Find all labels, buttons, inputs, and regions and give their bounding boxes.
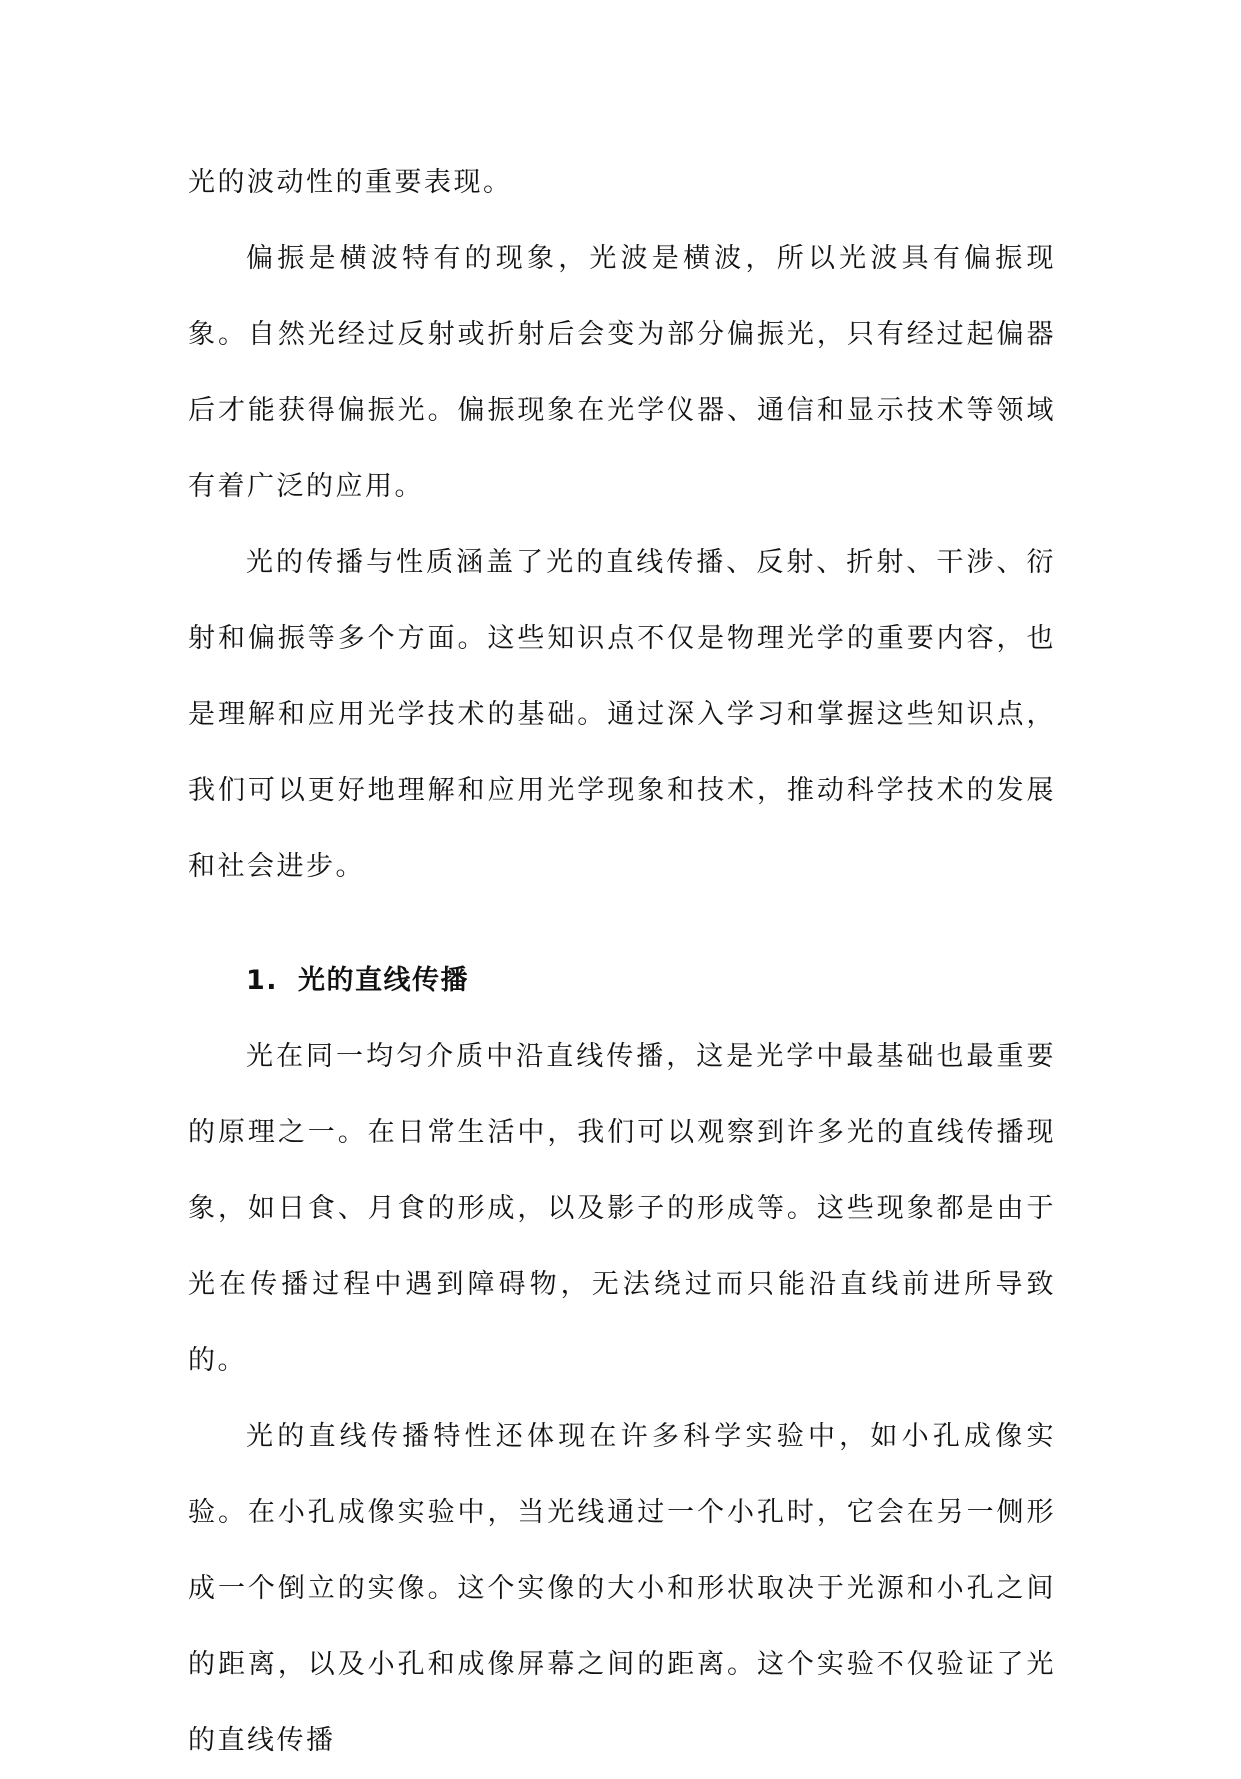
section-spacer [188, 905, 1056, 943]
paragraph-continuation: 光的波动性的重要表现。 [188, 167, 513, 198]
paragraph-polarization: 偏振是横波特有的现象，光波是横波，所以光波具有偏振现象。自然光经过反射或折射后会变为部分偏振光，只有经过起偏器后才能获得偏振光。偏振现象在光学仪器、通信和显示技术等领域有着广泛的应用。 [188, 243, 1056, 502]
section-number: 1. [246, 965, 279, 996]
paragraph-summary: 光的传播与性质涵盖了光的直线传播、反射、折射、干涉、衍射和偏振等多个方面。这些知识点不仅是物理光学的重要内容，也是理解和应用光学技术的基础。通过深入学习和掌握这些知识点，我们可以更好地理解和应用光学现象和技术，推动科学技术的发展和社会进步。 [188, 547, 1056, 882]
paragraph-pinhole-experiment: 光的直线传播特性还体现在许多科学实验中，如小孔成像实验。在小孔成像实验中，当光线通过一个小孔时，它会在另一侧形成一个倒立的实像。这个实像的大小和形状取决于光源和小孔之间的距离，以及小孔和成像屏幕之间的距离。这个实验不仅验证了光的直线传播 [188, 1421, 1056, 1756]
document-body [188, 145, 1056, 1779]
section-title: 光的直线传播 [298, 965, 470, 996]
section-heading [188, 943, 1056, 1019]
paragraph-rectilinear-propagation: 光在同一均匀介质中沿直线传播，这是光学中最基础也最重要的原理之一。在日常生活中，我们可以观察到许多光的直线传播现象，如日食、月食的形成，以及影子的形成等。这些现象都是由于光在传播过程中遇到障碍物，无法绕过而只能沿直线前进所导致的。 [188, 1041, 1056, 1376]
